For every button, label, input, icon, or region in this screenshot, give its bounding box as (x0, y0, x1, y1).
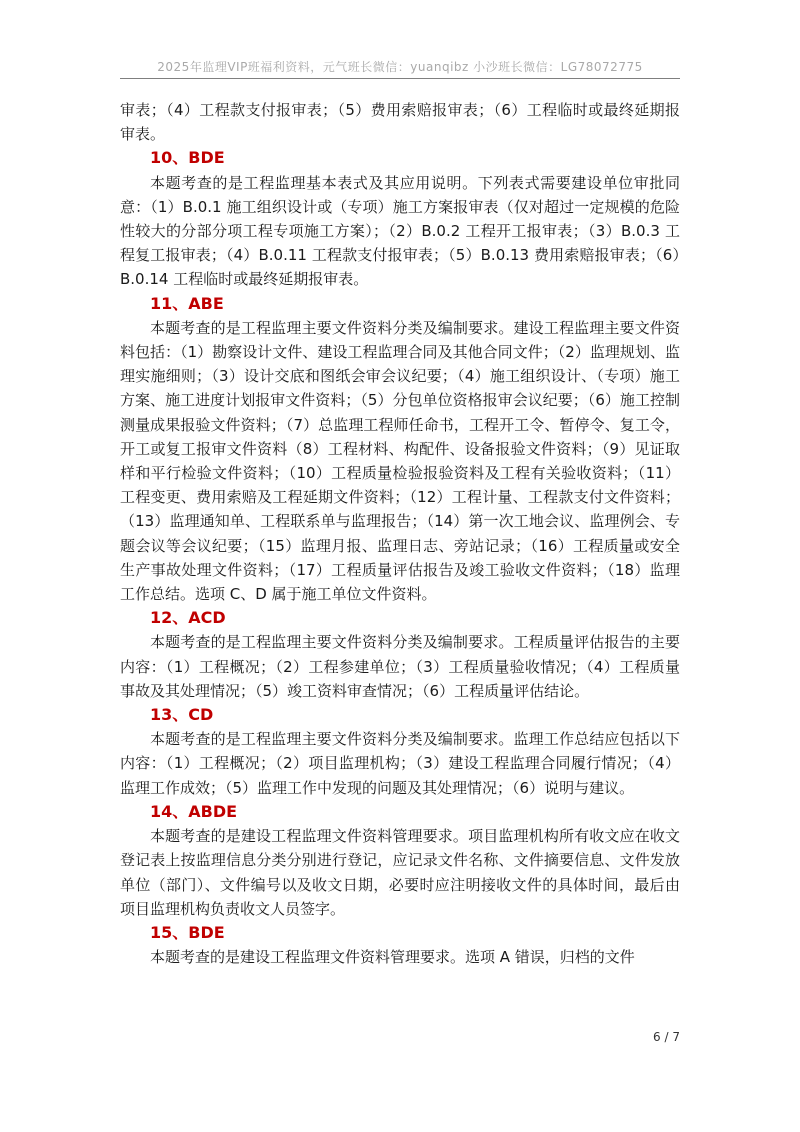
page-header: 2025年监理VIP班福利资料，元气班长微信：yuanqibz 小沙班长微信：LG78072775 (157, 60, 643, 74)
intro-paragraph: 审表；（4）工程款支付报审表；（5）费用索赔报审表；（6）工程临时或最终延期报审表。 (120, 101, 680, 144)
answer-heading-15: 15、BDE (150, 922, 225, 942)
explanation-11: 本题考查的是工程监理主要文件资料分类及编制要求。建设工程监理主要文件资料包括：（1）勘察设计文件、建设工程监理合同及其他合同文件；（2）监理规划、监理实施细则；（3）设计交底和图纸会审会议纪要；（4）施工组织设计、（专项）施工方案、施工进度计划报审文件资料；（5）分包单位资格报审会议纪要；（6）施工控制测量成果报验文件资料；（7）总监理工程师任命书，工程开工令、暂停令、复工令，开工或复工报审文件资料（8）工程材料、构配件、设备报验文件资料；（9）见证取样和平行检验文件资料；（10）工程质量检验报验资料及工程有关验收资料；（11）工程变更、费用索赔及工程延期文件资料；（12）工程计量、工程款支付文件资料；（13）监理通知单、工程联系单与监理报告；（14）第一次工地会议、监理例会、专题会议等会议纪要；（15）监理月报、监理日志、旁站记录；（16）工程质量或安全生产事故处理文件资料；（17）工程质量评估报告及竣工验收文件资料；（18）监理工作总结。选项 C、D 属于施工单位文件资料。 (120, 318, 680, 604)
answer-heading-13: 13、CD (150, 705, 214, 725)
explanation-13: 本题考查的是工程监理主要文件资料分类及编制要求。监理工作总结应包括以下内容：（1）工程概况；（2）项目监理机构；（3）建设工程监理合同履行情况；（4）监理工作成效；（5）监理工作中发现的问题及其处理情况；（6）说明与建议。 (120, 730, 680, 797)
document-body (120, 98, 680, 969)
explanation-15: 本题考查的是建设工程监理文件资料管理要求。选项 A 错误，归档的文件 (150, 948, 635, 967)
explanation-10: 本题考查的是工程监理基本表式及其应用说明。下列表式需要建设单位审批同意：（1）B.0.1 施工组织设计或（专项）施工方案报审表（仅对超过一定规模的危险性较大的分部分项工程专项施工方案）；（2）B.0.2 工程开工报审表；（3）B.0.3 工程复工报审表；（4）B.0.11 工程款支付报审表；（5）B.0.13 费用索赔报审表；（6）B.0.14 工程临时或最终延期报审表。 (120, 173, 680, 289)
explanation-12: 本题考查的是工程监理主要文件资料分类及编制要求。工程质量评估报告的主要内容：（1）工程概况；（2）工程参建单位；（3）工程质量验收情况；（4）工程质量事故及其处理情况；（5）竣工资料审查情况；（6）工程质量评估结论。 (120, 633, 680, 700)
page-number: 6 / 7 (653, 1030, 680, 1044)
answer-heading-14: 14、ABDE (150, 801, 238, 821)
explanation-14: 本题考查的是建设工程监理文件资料管理要求。项目监理机构所有收文应在收文登记表上按监理信息分类分别进行登记，应记录文件名称、文件摘要信息、文件发放单位（部门）、文件编号以及收文日期，必要时应注明接收文件的具体时间，最后由项目监理机构负责收文人员签字。 (120, 827, 680, 918)
answer-heading-10: 10、BDE (150, 148, 225, 168)
answer-heading-11: 11、ABE (150, 293, 224, 313)
answer-heading-12: 12、ACD (150, 608, 226, 628)
header-divider (120, 78, 680, 79)
